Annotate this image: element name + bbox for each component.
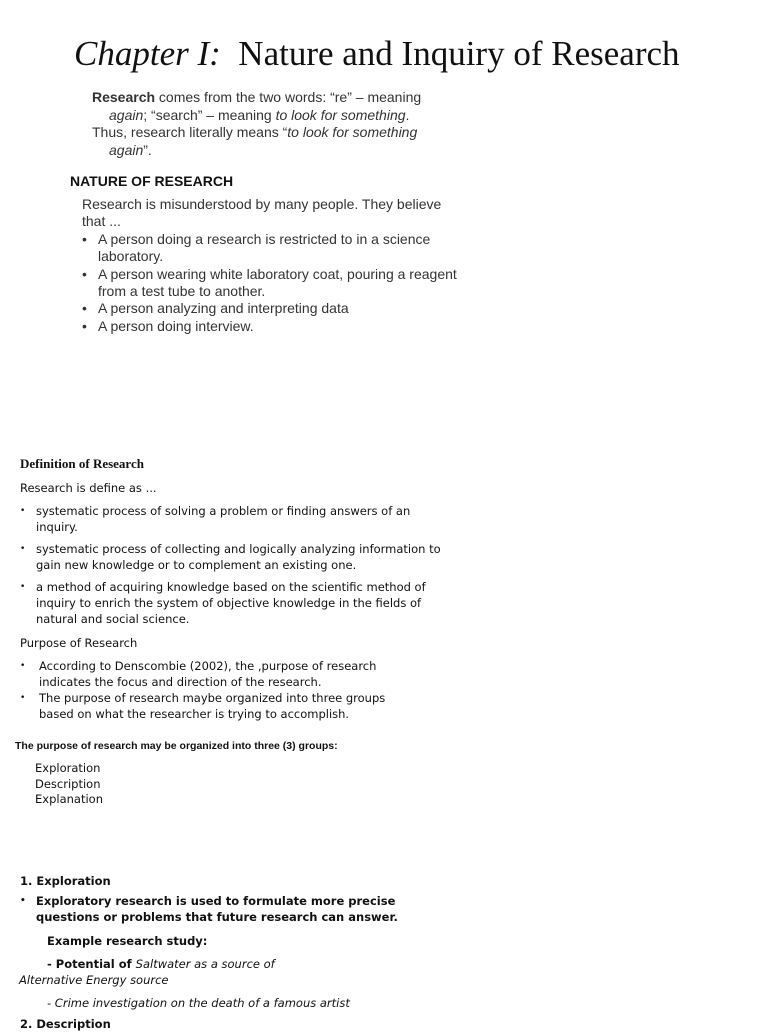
list-item: • According to Denscombie (2002), the ,purpose of research indicates the focus and direction of the research. bbox=[20, 659, 420, 690]
intro-line-3 bbox=[92, 124, 472, 142]
example-heading: Example research study: bbox=[47, 934, 208, 948]
definition-list bbox=[20, 504, 450, 634]
list-item: • A person doing interview. bbox=[82, 318, 462, 335]
example-1-cont-text: Alternative Energy source bbox=[19, 973, 169, 987]
intro-italic: again bbox=[109, 106, 144, 123]
exploration-heading: 1. Exploration bbox=[20, 874, 111, 888]
example-1-prefix: - Potential of bbox=[47, 957, 136, 971]
chapter-label: Chapter I: bbox=[74, 34, 221, 73]
chapter-title bbox=[74, 34, 680, 74]
list-item: • systematic process of collecting and logically analyzing information to gain new knowledge or to complement an existing one. bbox=[20, 542, 450, 573]
example-2 bbox=[47, 996, 350, 1012]
intro-text: ”. bbox=[143, 141, 152, 158]
intro-line-1 bbox=[92, 89, 472, 107]
nature-list bbox=[82, 231, 462, 335]
purpose-heading: Purpose of Research bbox=[20, 636, 138, 650]
intro-line-2 bbox=[92, 107, 472, 125]
purpose-list bbox=[20, 659, 420, 723]
list-item: • a method of acquiring knowledge based on the scientific method of inquiry to enrich the system of objective knowledge in the fields of natural and social science. bbox=[20, 580, 450, 627]
chapter-heading: Nature and Inquiry of Research bbox=[238, 34, 680, 73]
groups-heading: The purpose of research may be organized into three (3) groups: bbox=[15, 740, 338, 752]
list-item: • A person doing a research is restricted to in a science laboratory. bbox=[82, 231, 462, 266]
list-item: Exploration bbox=[35, 761, 101, 775]
intro-paragraph bbox=[92, 89, 472, 159]
groups-list bbox=[35, 761, 103, 808]
intro-text: . bbox=[405, 106, 410, 123]
list-item: • A person analyzing and interpreting data bbox=[82, 300, 462, 317]
list-item: • A person wearing white laboratory coat, pouring a reagent from a test tube to another. bbox=[82, 266, 462, 301]
intro-text: comes from the two words: “re” – meaning bbox=[155, 89, 422, 105]
list-item: Explanation bbox=[35, 792, 103, 807]
intro-term: Research bbox=[92, 89, 156, 105]
exploration-list bbox=[20, 894, 450, 932]
intro-italic: to look for something bbox=[275, 106, 406, 123]
intro-text: ; “search” – meaning bbox=[143, 106, 276, 123]
intro-italic: to look for something bbox=[287, 124, 418, 140]
nature-body bbox=[82, 196, 462, 335]
definition-heading: Definition of Research bbox=[20, 456, 144, 471]
list-item: • systematic process of solving a problem or finding answers of an inquiry. bbox=[20, 504, 450, 535]
description-heading: 2. Description bbox=[20, 1017, 111, 1031]
list-item: • The purpose of research maybe organized into three groups based on what the researcher is trying to accomplish. bbox=[20, 691, 420, 722]
definition-sub: Research is define as ... bbox=[20, 481, 157, 495]
example-2-text: - Crime investigation on the death of a famous artist bbox=[47, 996, 350, 1010]
list-item: Description bbox=[35, 776, 101, 791]
example-1-cont bbox=[19, 973, 169, 989]
list-item: • Exploratory research is used to formulate more precise questions or problems that future research can answer. bbox=[20, 894, 450, 925]
nature-heading: NATURE OF RESEARCH bbox=[70, 173, 234, 189]
example-1 bbox=[47, 957, 275, 973]
example-1-italic: Saltwater as a source of bbox=[135, 957, 275, 971]
nature-lead: Research is misunderstood by many people. They believe that ... bbox=[82, 196, 442, 230]
intro-line-4 bbox=[92, 142, 472, 160]
intro-italic: again bbox=[109, 141, 144, 158]
intro-text: Thus, research literally means “ bbox=[92, 124, 288, 140]
